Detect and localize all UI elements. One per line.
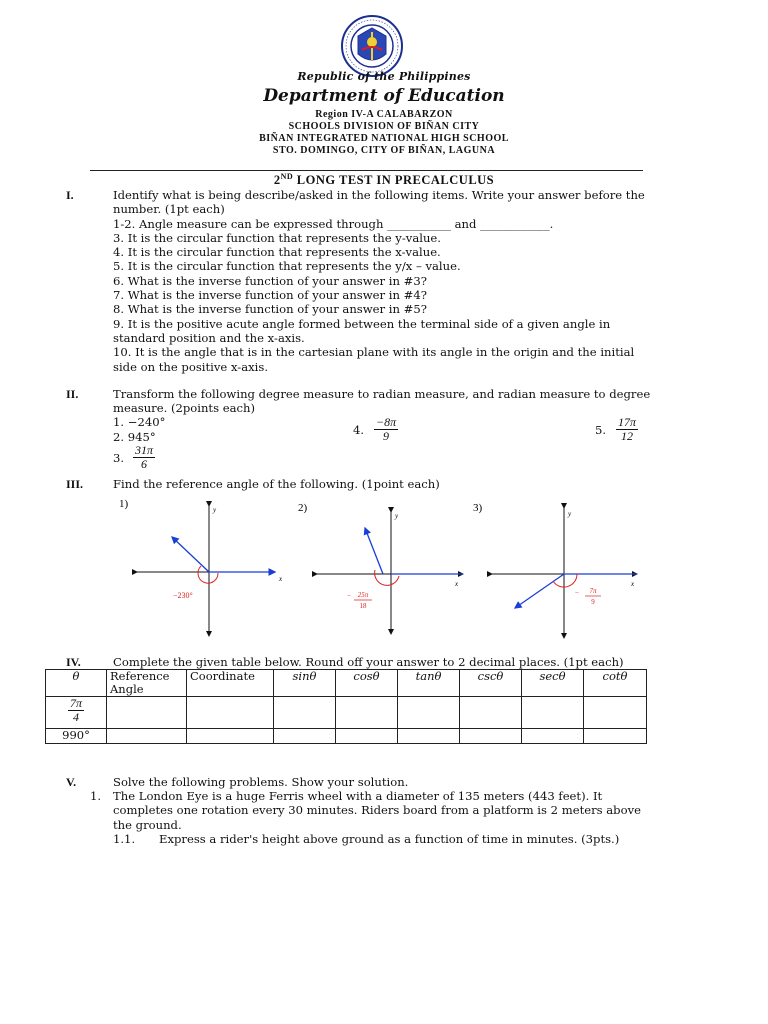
- problem-1-line: The London Eye is a huge Ferris wheel with a diameter of 135 meters (443 feet). It: [113, 789, 603, 803]
- part-1-line: 3. It is the circular function that represents the y-value.: [113, 230, 441, 245]
- problem-1-text: [113, 789, 641, 832]
- part-1-numeral: I.: [66, 188, 74, 202]
- part-2-instruction: [113, 387, 650, 416]
- part-1-line: 7. What is the inverse function of your answer in #4?: [113, 288, 427, 303]
- part-4-instruction: Complete the given table below. Round off your answer to 2 decimal places. (1pt each): [113, 655, 624, 669]
- graph-1: [119, 498, 283, 636]
- reference-angle-graphs: [115, 494, 645, 644]
- school-line: BIÑAN INTEGRATED NATIONAL HIGH SCHOOL: [259, 133, 509, 144]
- part-2-numeral: II.: [66, 387, 79, 401]
- part-1-line: side on the positive x-axis.: [113, 359, 268, 374]
- part-2-item-4-label: 4.: [353, 423, 365, 437]
- trig-table: [45, 669, 647, 744]
- part-1-line: 1-2. Angle measure can be expressed through ___________ and ____________.: [113, 216, 554, 231]
- header-cos: cosθ: [336, 670, 398, 697]
- table-cell[interactable]: [187, 697, 274, 729]
- table-row: [46, 729, 647, 744]
- table-cell[interactable]: [460, 697, 522, 729]
- part-1-line: 9. It is the positive acute angle formed between the terminal side of a given angle in: [113, 316, 611, 331]
- part-3-instruction: Find the reference angle of the following. (1point each): [113, 477, 440, 491]
- graph-2-angle-sign: −: [347, 592, 351, 600]
- address-line: STO. DOMINGO, CITY OF BIÑAN, LAGUNA: [272, 145, 496, 156]
- part-2-item-4-fraction: $\frac{-8\pi}{9}$: [376, 415, 397, 443]
- part-1-line: 4. It is the circular function that represents the x-value.: [113, 245, 441, 260]
- graph-3: [473, 502, 637, 638]
- graph-2: [298, 502, 463, 634]
- part-1-line: standard position and the x-axis.: [113, 330, 305, 345]
- part-2-item-1: 1. −240°: [113, 415, 166, 429]
- graph-3-angle-arc: [553, 574, 577, 587]
- graph-2-x-label: x: [455, 580, 459, 588]
- table-cell[interactable]: [398, 697, 460, 729]
- graph-1-label: 1): [119, 498, 129, 510]
- graph-3-angle-sign: −: [575, 589, 579, 597]
- part-1-line: 6. What is the inverse function of your answer in #3?: [113, 273, 427, 288]
- table-cell[interactable]: [522, 729, 584, 744]
- problem-1-1-number: 1.1.: [113, 832, 136, 846]
- graph-2-angle-denominator: 18: [359, 602, 367, 610]
- graph-2-label: 2): [298, 502, 308, 514]
- graph-2-y-label: y: [395, 512, 399, 520]
- table-cell[interactable]: [336, 697, 398, 729]
- part-1-line: Identify what is being describe/asked in the following items. Write your answer before the: [113, 188, 645, 202]
- part-2-item-3-label: 3.: [113, 451, 125, 465]
- table-cell[interactable]: [584, 697, 647, 729]
- graph-3-angle-denominator: 9: [591, 598, 595, 606]
- graph-1-y-label: y: [213, 506, 217, 514]
- row-1-theta: $\frac{7\pi}{4}$: [46, 697, 107, 729]
- division-line: SCHOOLS DIVISION OF BIÑAN CITY: [288, 121, 480, 132]
- part-1-line: 8. What is the inverse function of your answer in #5?: [113, 302, 427, 317]
- header-tan: tanθ: [398, 670, 460, 697]
- part-3-numeral: III.: [66, 477, 84, 491]
- header-cot: cotθ: [584, 670, 647, 697]
- table-cell[interactable]: [107, 697, 187, 729]
- part-1-line: 5. It is the circular function that represents the y/x – value.: [113, 259, 461, 274]
- part-2-item-5-label: 5.: [595, 423, 607, 437]
- problem-1-1-text: Express a rider's height above ground as a function of time in minutes. (3pts.): [159, 832, 620, 846]
- part-5-instruction: Solve the following problems. Show your solution.: [113, 775, 409, 789]
- graph-3-label: 3): [473, 502, 483, 514]
- table-cell[interactable]: [107, 729, 187, 744]
- table-cell[interactable]: [584, 729, 647, 744]
- table-cell[interactable]: [336, 729, 398, 744]
- test-title: 2ND LONG TEST IN PRECALCULUS: [273, 172, 495, 188]
- part-2-line: Transform the following degree measure to radian measure, and radian measure to degree: [113, 387, 651, 401]
- row-2-theta: 990°: [46, 729, 107, 744]
- table-cell[interactable]: [522, 697, 584, 729]
- graph-2-terminal-side: [365, 528, 383, 574]
- header-reference-angle: Reference Angle: [107, 670, 187, 697]
- graph-3-terminal-side: [515, 574, 564, 608]
- part-5-numeral: V.: [66, 775, 77, 789]
- problem-1-number: 1.: [90, 789, 102, 803]
- graph-1-angle-label: −230°: [173, 591, 193, 600]
- graph-3-x-label: x: [631, 580, 635, 588]
- header-divider: [90, 170, 643, 171]
- table-cell[interactable]: [398, 729, 460, 744]
- header-theta: θ: [46, 670, 107, 697]
- table-header-row: [46, 670, 647, 697]
- region-line: Region IV-A CALABARZON: [315, 109, 453, 120]
- part-2-item-3-fraction: $\frac{31\pi}{6}$: [135, 443, 154, 471]
- header-csc: cscθ: [460, 670, 522, 697]
- part-4-numeral: IV.: [66, 655, 81, 669]
- graph-2-angle-numerator: 25π: [357, 591, 369, 599]
- republic-line: Republic of the Philippines: [297, 70, 471, 83]
- part-1-line: number. (1pt each): [113, 202, 225, 217]
- part-2-item-5-fraction: $\frac{17\pi}{12}$: [618, 415, 637, 443]
- department-line: Department of Education: [263, 86, 505, 106]
- graph-2-angle-arc: [375, 570, 399, 585]
- deped-seal-icon: [338, 14, 406, 78]
- graph-3-angle-numerator: 7π: [589, 587, 597, 595]
- problem-1-line: the ground.: [113, 817, 182, 832]
- table-cell[interactable]: [274, 697, 336, 729]
- table-row: [46, 697, 647, 729]
- graph-1-terminal-side: [172, 537, 209, 572]
- part-1-line: 10. It is the angle that is in the cartesian plane with its angle in the origin and the initial: [113, 345, 635, 360]
- part-1-body: [113, 188, 645, 374]
- part-2-item-2: 2. 945°: [113, 430, 156, 444]
- table-cell[interactable]: [274, 729, 336, 744]
- graph-1-angle-arc: [198, 566, 218, 583]
- header-sec: secθ: [522, 670, 584, 697]
- header-coordinate: Coordinate: [187, 670, 274, 697]
- graph-3-y-label: y: [568, 510, 572, 518]
- part-2-line: measure. (2points each): [113, 401, 255, 416]
- problem-1-line: completes one rotation every 30 minutes. Riders board from a platform is 2 meters above: [113, 803, 641, 818]
- header-sin: sinθ: [274, 670, 336, 697]
- table-cell[interactable]: [460, 729, 522, 744]
- table-cell[interactable]: [187, 729, 274, 744]
- graph-1-x-label: x: [279, 575, 283, 583]
